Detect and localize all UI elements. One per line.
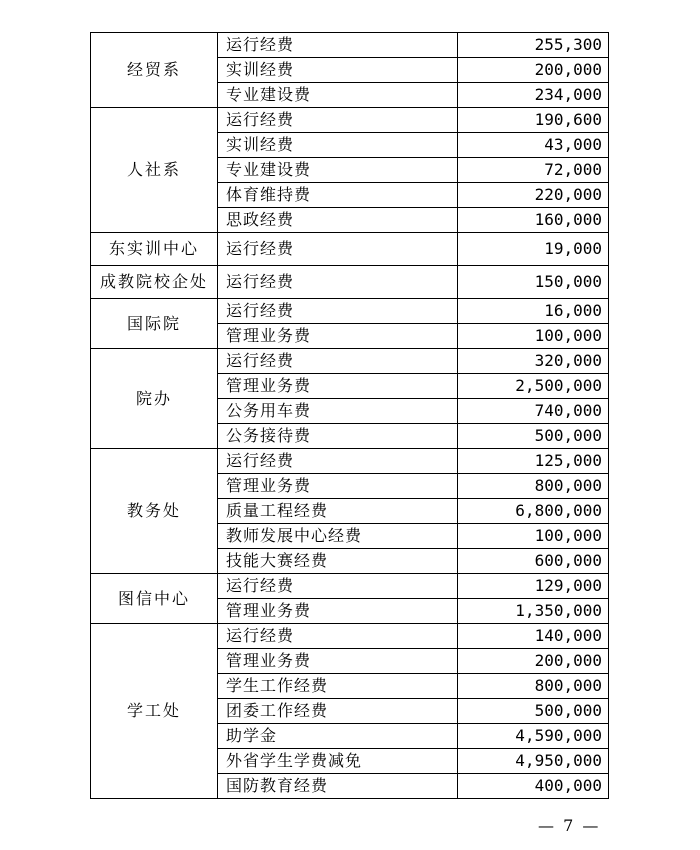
amount-cell: 220,000 <box>458 183 609 208</box>
amount-cell: 100,000 <box>458 524 609 549</box>
amount-cell: 125,000 <box>458 449 609 474</box>
amount-cell: 800,000 <box>458 474 609 499</box>
item-cell: 学生工作经费 <box>218 674 458 699</box>
item-cell: 技能大赛经费 <box>218 549 458 574</box>
item-cell: 质量工程经费 <box>218 499 458 524</box>
table-row <box>91 266 609 299</box>
amount-cell: 2,500,000 <box>458 374 609 399</box>
budget-table-body <box>91 33 609 799</box>
page-number: — 7 — <box>538 816 601 835</box>
department-cell: 国际院 <box>91 299 218 349</box>
amount-cell: 6,800,000 <box>458 499 609 524</box>
table-row <box>91 574 609 599</box>
department-cell: 教务处 <box>91 449 218 574</box>
amount-cell: 4,950,000 <box>458 749 609 774</box>
department-cell: 图信中心 <box>91 574 218 624</box>
amount-cell: 500,000 <box>458 699 609 724</box>
department-cell: 人社系 <box>91 108 218 233</box>
amount-cell: 400,000 <box>458 774 609 799</box>
item-cell: 国防教育经费 <box>218 774 458 799</box>
amount-cell: 1,350,000 <box>458 599 609 624</box>
item-cell: 运行经费 <box>218 266 458 299</box>
item-cell: 公务用车费 <box>218 399 458 424</box>
amount-cell: 100,000 <box>458 324 609 349</box>
amount-cell: 234,000 <box>458 83 609 108</box>
amount-cell: 320,000 <box>458 349 609 374</box>
amount-cell: 43,000 <box>458 133 609 158</box>
amount-cell: 4,590,000 <box>458 724 609 749</box>
item-cell: 公务接待费 <box>218 424 458 449</box>
item-cell: 管理业务费 <box>218 324 458 349</box>
item-cell: 实训经费 <box>218 133 458 158</box>
amount-cell: 200,000 <box>458 649 609 674</box>
item-cell: 教师发展中心经费 <box>218 524 458 549</box>
item-cell: 运行经费 <box>218 349 458 374</box>
amount-cell: 600,000 <box>458 549 609 574</box>
amount-cell: 140,000 <box>458 624 609 649</box>
item-cell: 体育维持费 <box>218 183 458 208</box>
item-cell: 运行经费 <box>218 33 458 58</box>
budget-table <box>90 32 609 799</box>
amount-cell: 19,000 <box>458 233 609 266</box>
amount-cell: 129,000 <box>458 574 609 599</box>
item-cell: 运行经费 <box>218 108 458 133</box>
item-cell: 团委工作经费 <box>218 699 458 724</box>
table-row <box>91 624 609 649</box>
amount-cell: 72,000 <box>458 158 609 183</box>
department-cell: 东实训中心 <box>91 233 218 266</box>
item-cell: 管理业务费 <box>218 599 458 624</box>
table-row <box>91 299 609 324</box>
amount-cell: 200,000 <box>458 58 609 83</box>
amount-cell: 160,000 <box>458 208 609 233</box>
item-cell: 运行经费 <box>218 574 458 599</box>
amount-cell: 740,000 <box>458 399 609 424</box>
item-cell: 运行经费 <box>218 233 458 266</box>
department-cell: 院办 <box>91 349 218 449</box>
table-row <box>91 33 609 58</box>
amount-cell: 500,000 <box>458 424 609 449</box>
amount-cell: 150,000 <box>458 266 609 299</box>
item-cell: 运行经费 <box>218 299 458 324</box>
table-row <box>91 108 609 133</box>
table-row <box>91 349 609 374</box>
item-cell: 实训经费 <box>218 58 458 83</box>
item-cell: 运行经费 <box>218 624 458 649</box>
item-cell: 管理业务费 <box>218 649 458 674</box>
table-row <box>91 233 609 266</box>
item-cell: 助学金 <box>218 724 458 749</box>
amount-cell: 16,000 <box>458 299 609 324</box>
item-cell: 专业建设费 <box>218 158 458 183</box>
item-cell: 管理业务费 <box>218 474 458 499</box>
item-cell: 运行经费 <box>218 449 458 474</box>
amount-cell: 190,600 <box>458 108 609 133</box>
department-cell: 经贸系 <box>91 33 218 108</box>
department-cell: 学工处 <box>91 624 218 799</box>
amount-cell: 255,300 <box>458 33 609 58</box>
item-cell: 外省学生学费减免 <box>218 749 458 774</box>
table-row <box>91 449 609 474</box>
item-cell: 思政经费 <box>218 208 458 233</box>
amount-cell: 800,000 <box>458 674 609 699</box>
department-cell: 成教院校企处 <box>91 266 218 299</box>
item-cell: 专业建设费 <box>218 83 458 108</box>
item-cell: 管理业务费 <box>218 374 458 399</box>
